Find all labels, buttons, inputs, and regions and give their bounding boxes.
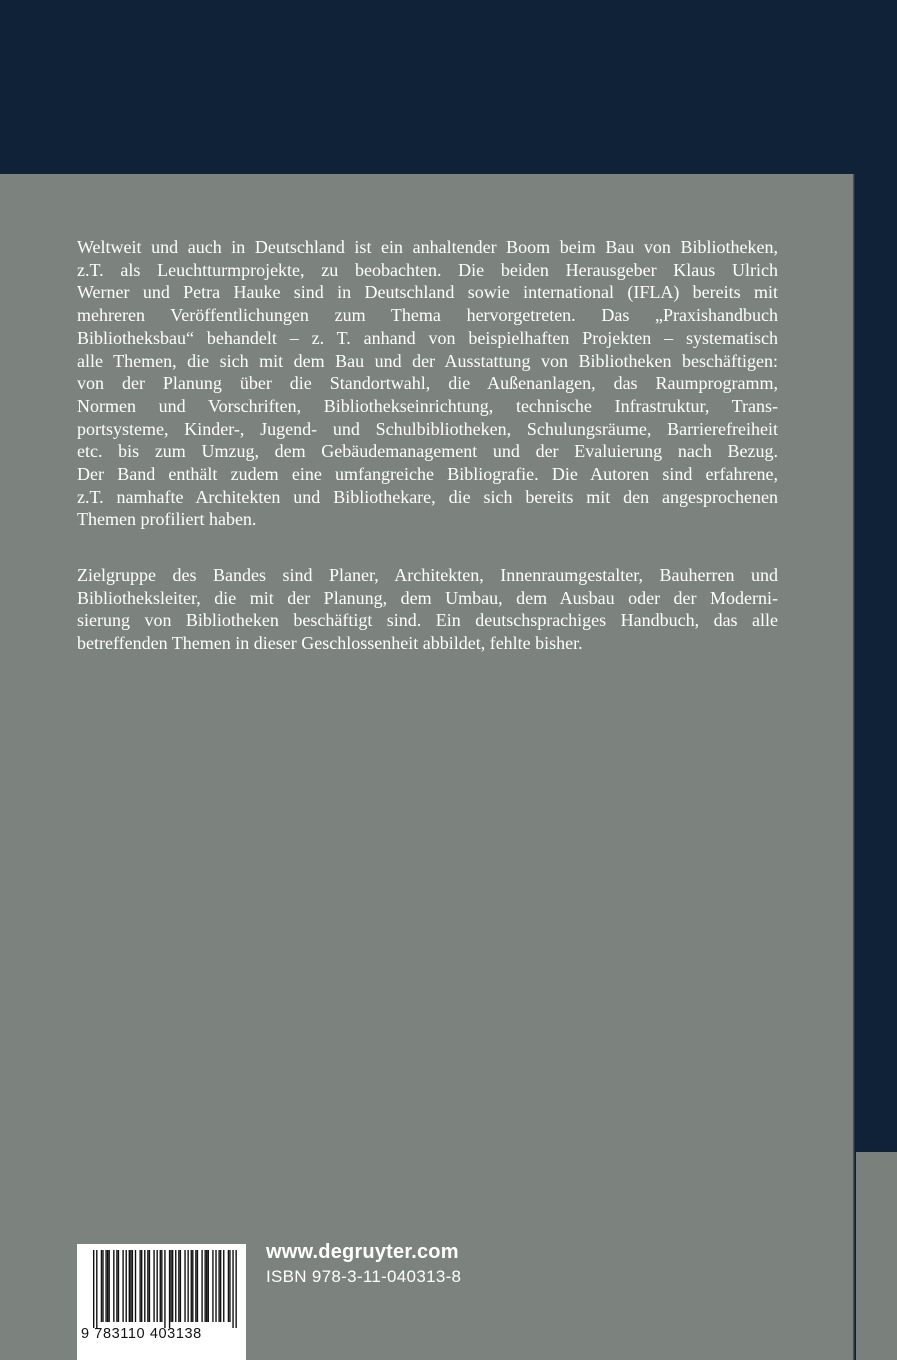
barcode-bar — [105, 1250, 106, 1322]
barcode-bar — [129, 1250, 130, 1322]
barcode-bar — [232, 1250, 233, 1328]
barcode-bar — [93, 1250, 94, 1328]
barcode-bar — [169, 1250, 170, 1328]
blurb-line: etc. bis zum Umzug, dem Gebäudemanagement und der Evaluierung nach Bezug. — [77, 441, 778, 462]
barcode-bar — [178, 1250, 179, 1322]
cover-navy-edge — [855, 0, 897, 1152]
blurb-line: Zielgruppe des Bandes sind Planer, Architekten, Innenraumgestalter, Bauherren und — [77, 565, 778, 585]
blurb-line: Bibliotheksleiter, die mit der Planung, dem Umbau, dem Ausbau oder der Moderni- — [77, 587, 778, 608]
barcode-bar — [220, 1250, 221, 1322]
blurb-line: betreffenden Themen in dieser Geschlossenheit abbildet, fehlte bisher. — [77, 633, 583, 654]
barcode-bar — [144, 1250, 145, 1322]
blurb-paragraph-2 — [77, 564, 778, 655]
blurb-line: sierung von Bibliotheken beschäftigt sind. Ein deutschsprachiges Handbuch, das alle — [77, 610, 778, 631]
barcode-bar — [101, 1250, 102, 1322]
barcode-bar — [191, 1250, 192, 1322]
barcode-bar — [160, 1250, 161, 1322]
blurb-line: von der Planung über die Standortwahl, die Außenanlagen, das Raumprogramm, — [77, 373, 778, 394]
barcode-digits: 9 783110 403138 — [81, 1326, 202, 1342]
isbn-barcode — [77, 1244, 246, 1360]
barcode-bar — [187, 1250, 188, 1322]
barcode-bar — [201, 1250, 202, 1322]
barcode-bar — [139, 1250, 140, 1322]
blurb-line: mehreren Veröffentlichungen zum Thema hervorgetreten. Das „Praxishandbuch — [77, 305, 778, 326]
barcode-bar — [107, 1250, 108, 1322]
barcode-bar — [149, 1250, 150, 1322]
blurb-line: Normen und Vorschriften, Bibliothekseinrichtung, technische Infrastruktur, Trans- — [77, 395, 778, 416]
barcode-bar — [113, 1250, 114, 1322]
barcode-bar — [164, 1250, 165, 1328]
blurb-line: Weltweit und auch in Deutschland ist ein anhaltender Boom beim Bau von Bibliotheken, — [77, 237, 778, 257]
barcode-bar — [218, 1250, 219, 1322]
barcode-bar — [108, 1250, 109, 1322]
barcode-bar — [235, 1250, 236, 1328]
publisher-website-link[interactable]: www.degruyter.com — [266, 1241, 459, 1263]
barcode-bar — [118, 1250, 119, 1322]
barcode-bar — [192, 1250, 193, 1322]
barcode-bar — [135, 1250, 136, 1322]
barcode-bar — [172, 1250, 173, 1322]
barcode-bar — [153, 1250, 154, 1322]
barcode-bar — [132, 1250, 133, 1322]
barcode-bar — [229, 1250, 230, 1322]
panel-shadow — [853, 174, 856, 1360]
barcode-bar — [116, 1250, 117, 1322]
barcode-bar — [147, 1250, 148, 1322]
barcode-bar — [161, 1250, 162, 1322]
barcode-bar — [126, 1250, 127, 1322]
barcode-bars — [77, 1244, 246, 1360]
barcode-bar — [197, 1250, 198, 1322]
blurb-line: portsysteme, Kinder-, Jugend- und Schulbibliotheken, Schulungsräume, Barrierefreiheit — [77, 418, 778, 439]
blurb-line: z.T. als Leuchtturmprojekte, zu beobachten. Die beiden Herausgeber Klaus Ulrich — [77, 259, 778, 280]
barcode-bar — [184, 1250, 185, 1322]
barcode-bar — [204, 1250, 205, 1322]
barcode-bar — [223, 1250, 224, 1322]
cover-gray-edge — [855, 1152, 897, 1360]
barcode-bar — [215, 1250, 216, 1322]
blurb-line: Themen profiliert haben. — [77, 509, 257, 530]
barcode-bar — [122, 1250, 123, 1322]
barcode-bar — [206, 1250, 207, 1322]
blurb-line: z.T. namhafte Architekten und Bibliothekare, die sich bereits mit den angesprochenen — [77, 486, 778, 507]
barcode-bar — [228, 1250, 229, 1322]
barcode-bar — [130, 1250, 131, 1322]
barcode-bar — [141, 1250, 142, 1322]
barcode-bar — [175, 1250, 176, 1322]
blurb-paragraph-1 — [77, 236, 778, 531]
barcode-bar — [208, 1250, 209, 1322]
barcode-bar — [96, 1250, 97, 1328]
blurb-line: Bibliotheksbau“ behandelt – z. T. anhand von beispielhaften Projekten – systematisch — [77, 327, 778, 348]
blurb-line: alle Themen, die sich mit dem Bau und der Ausstattung von Bibliotheken beschäftigen: — [77, 350, 778, 371]
isbn-number: ISBN 978-3-11-040313-8 — [266, 1267, 462, 1286]
blurb-line: Der Band enthält zudem eine umfangreiche Bibliografie. Die Autoren sind erfahrene, — [77, 464, 778, 485]
barcode-bar — [180, 1250, 181, 1322]
barcode-bar — [212, 1250, 213, 1322]
barcode-bar — [170, 1250, 171, 1322]
barcode-bar — [102, 1250, 103, 1322]
barcode-bar — [156, 1250, 157, 1322]
blurb-line: Werner und Petra Hauke sind in Deutschland sowie international (IFLA) bereits mit — [77, 282, 778, 303]
cover-navy-band — [0, 0, 897, 174]
barcode-bar — [195, 1250, 196, 1322]
